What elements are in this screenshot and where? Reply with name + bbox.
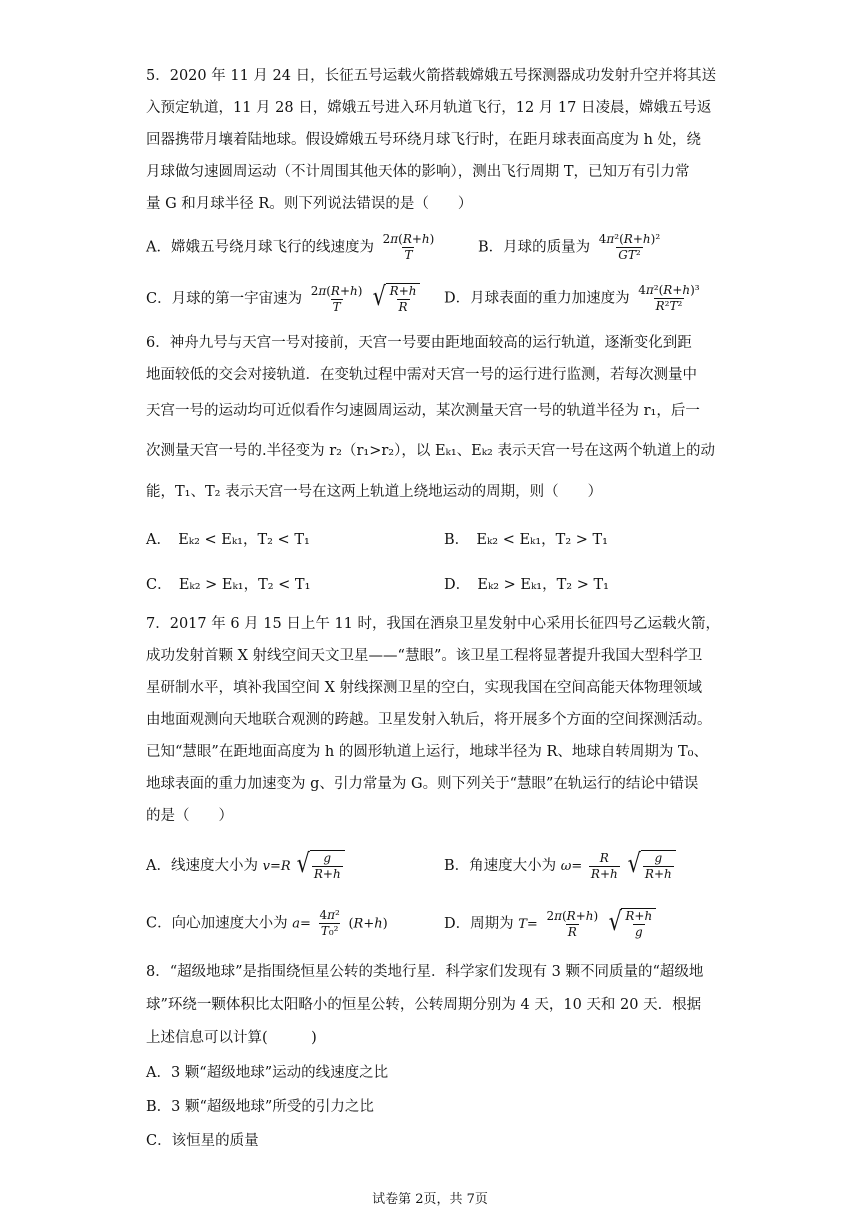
q6-option-a: A． Eₖ₂ < Eₖ₁，T₂ < T₁ — [146, 532, 310, 548]
q7-line-6: 地球表面的重力加速变为 g、引力常量为 G。则下列关于“慧眼”在轨运行的结论中错误 — [146, 776, 699, 792]
q5-line-1: 5．2020 年 11 月 24 日，长征五号运载火箭搭载嫦娥五号探测器成功发射升空并将其送 — [146, 68, 717, 84]
q5-option-a-formula: $\frac{2\pi(R+h)}{T}$ — [382, 232, 435, 262]
page-footer: 试卷第 2页，共 7页 — [372, 1192, 488, 1207]
q7-line-5: 已知“慧眼”在距地面高度为 h 的圆形轨道上运行，地球半径为 R、地球自转周期为 T₀、 — [146, 744, 708, 760]
q8-line-1: 8．“超级地球”是指围绕恒星公转的类地行星．科学家们发现有 3 颗不同质量的“超级地 — [146, 964, 704, 980]
q7-line-7: 的是（ ） — [146, 808, 233, 824]
q7-option-d-formula: T= — [518, 917, 538, 932]
q7-option-c-frac: $\frac{\text{4π²}}{\text{T₀²}}$ — [319, 908, 340, 938]
q7-option-c-text: C．向心加速度大小为 — [146, 915, 288, 932]
q5-option-c — [146, 283, 420, 315]
q7-option-d-text: D．周期为 — [444, 916, 514, 932]
q7-option-d — [444, 908, 656, 940]
q5-line-3: 回器携带月壤着陆地球。假设嫦娥五号环绕月球飞行时，在距月球表面高度为 h 处，绕 — [146, 132, 702, 148]
q8-option-b: B．3 颗“超级地球”所受的引力之比 — [146, 1099, 374, 1115]
q5-option-b-formula: $\frac{\text{4π²(R+h)²}}{\text{GT²}}$ — [598, 232, 661, 262]
q5-option-a-text: A．嫦娥五号绕月球飞行的线速度为 — [146, 239, 374, 256]
q5-option-d-text: D．月球表面的重力加速度为 — [444, 290, 630, 307]
q5-line-5: 量 G 和月球半径 R。则下列说法错误的是（ ） — [146, 196, 473, 212]
q7-option-a-text: A．线速度大小为 — [146, 858, 258, 874]
q7-option-a-formula: v=R — [262, 859, 291, 874]
q7-option-a-sqrt: √ $\frac{g}{R+h}$ — [295, 850, 344, 882]
q7-option-a — [146, 850, 345, 882]
q6-option-d: D． Eₖ₂ > Eₖ₁，T₂ > T₁ — [444, 577, 609, 593]
q5-option-a — [146, 232, 438, 263]
q7-option-b — [444, 850, 676, 882]
q7-line-2: 成功发射首颗 X 射线空间天文卫星——“慧眼”。该卫星工程将显著提升我国大型科学卫 — [146, 648, 703, 664]
q7-option-d-sqrt: √ $\frac{R+h}{g}$ — [607, 908, 656, 940]
q6-option-c: C． Eₖ₂ > Eₖ₁，T₂ < T₁ — [146, 577, 311, 593]
q6-line-1: 6．神舟九号与天宫一号对接前，天宫一号要由距地面较高的运行轨道，逐渐变化到距 — [146, 335, 692, 351]
q7-option-b-frac: $\frac{R}{R+h}$ — [590, 850, 618, 881]
q7-option-c-tail: (R+h) — [348, 916, 388, 932]
q7-option-b-sqrt: √ $\frac{g}{R+h}$ — [626, 850, 675, 882]
q5-option-d-formula: $\frac{\text{4π²(R+h)³}}{\text{R²T²}}$ — [638, 283, 700, 313]
q5-line-4: 月球做匀速圆周运动（不计周围其他天体的影响），测出飞行周期 T，已知万有引力常 — [146, 164, 690, 180]
q6-option-b: B． Eₖ₂ < Eₖ₁，T₂ > T₁ — [444, 532, 608, 548]
q6-line-3: 天宫一号的运动均可近似看作匀速圆周运动，某次测量天宫一号的轨道半径为 r₁，后一 — [146, 403, 700, 419]
q7-option-b-formula: ω= — [560, 859, 583, 874]
q8-line-3: 上述信息可以计算( ) — [146, 1030, 317, 1046]
q6-line-2: 地面较低的交会对接轨道．在变轨过程中需对天宫一号的运行进行监测，若每次测量中 — [146, 367, 697, 383]
q6-line-4: 次测量天宫一号的.半径变为 r₂（r₁>r₂），以 Eₖ₁、Eₖ₂ 表示天宫一号在这两个轨道上的动 — [146, 443, 715, 459]
q7-option-c — [146, 908, 388, 939]
q6-line-5: 能，T₁、T₂ 表示天宫一号在这两上轨道上绕地运动的周期，则（ ） — [146, 484, 603, 500]
q7-line-4: 由地面观测向天地联合观测的跨越。卫星发射入轨后，将开展多个方面的空间探测活动。 — [146, 712, 712, 728]
q5-option-b — [478, 232, 664, 263]
q5-option-c-sqrt: √ $\frac{R+h}{R}$ — [371, 283, 420, 315]
q5-option-b-text: B．月球的质量为 — [478, 239, 591, 256]
q5-option-c-formula: $\frac{2\pi(R+h)}{T}$ — [310, 283, 363, 314]
q7-line-1: 7．2017 年 6 月 15 日上午 11 时，我国在酒泉卫星发射中心采用长征四号乙运载火箭， — [146, 616, 721, 632]
q5-line-2: 入预定轨道，11 月 28 日，嫦娥五号进入环月轨道飞行，12 月 17 日凌晨，嫦娥五号返 — [146, 100, 712, 116]
q8-line-2: 球”环绕一颗体积比太阳略小的恒星公转，公转周期分别为 4 天，10 天和 20 天．根据 — [146, 997, 702, 1013]
q8-option-a: A．3 颗“超级地球”运动的线速度之比 — [146, 1065, 389, 1081]
q5-option-c-text: C．月球的第一宇宙速为 — [146, 291, 303, 307]
q7-line-3: 星研制水平，填补我国空间 X 射线探测卫星的空白，实现我国在空间高能天体物理领域 — [146, 680, 703, 696]
q5-option-d — [444, 283, 704, 314]
q8-option-c: C．该恒星的质量 — [146, 1133, 259, 1149]
q7-option-c-formula: a= — [292, 916, 311, 932]
q7-option-d-frac: $\frac{2\pi(R+h)}{R}$ — [546, 908, 599, 939]
q7-option-b-text: B．角速度大小为 — [444, 858, 557, 874]
